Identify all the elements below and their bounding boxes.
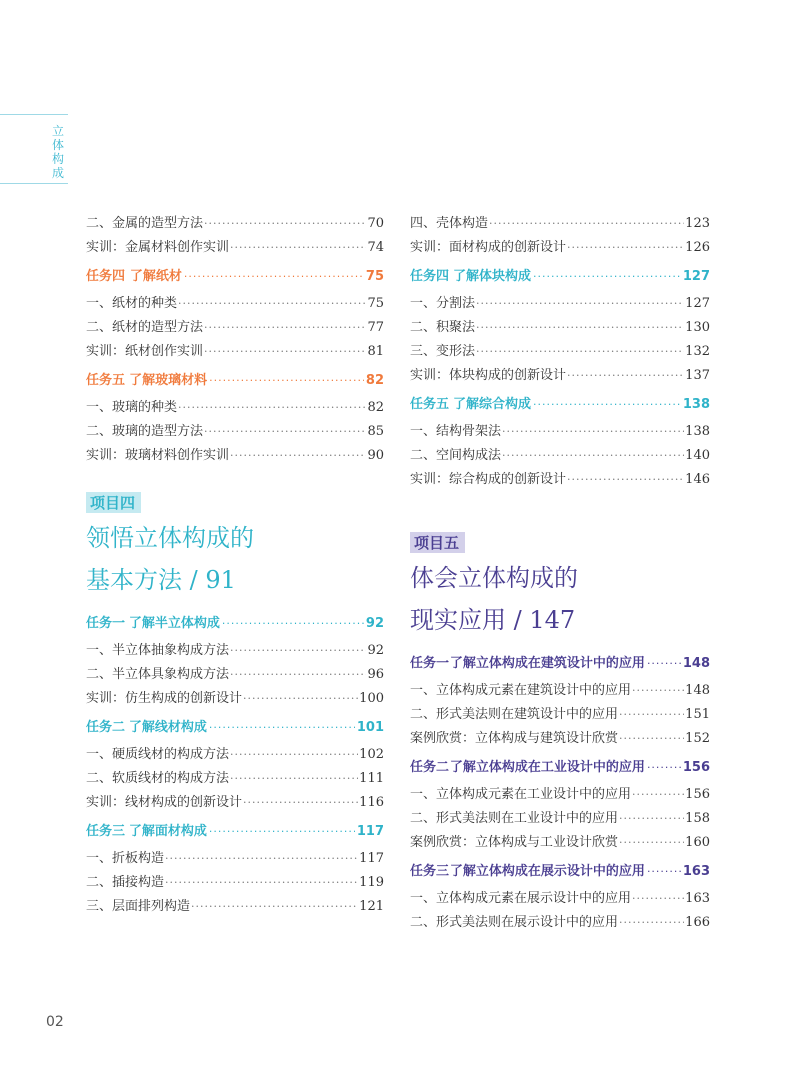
toc-entry[interactable] — [86, 236, 384, 260]
toc-left-column — [86, 212, 384, 919]
task-page: 117 — [356, 824, 384, 839]
leader-dots — [632, 887, 684, 911]
entry-title: 二、形式美法则在展示设计中的应用 — [410, 915, 619, 930]
leader-dots — [476, 292, 684, 316]
toc-right-column — [410, 212, 710, 935]
toc-entry[interactable] — [410, 807, 710, 831]
entry-title: 二、空间构成法 — [410, 448, 502, 463]
leader-dots — [204, 420, 366, 444]
entry-page: 123 — [685, 216, 710, 231]
task-heading[interactable] — [410, 262, 710, 292]
entry-page: 158 — [685, 811, 710, 826]
task-heading[interactable] — [86, 366, 384, 396]
entry-title: 四、壳体构造 — [410, 216, 489, 231]
leader-dots — [632, 783, 684, 807]
leader-dots — [209, 817, 355, 847]
task-number: 任务四 — [86, 269, 126, 284]
toc-entry[interactable] — [86, 743, 384, 767]
toc-entry[interactable] — [86, 340, 384, 364]
task-number: 任务一 — [86, 616, 126, 631]
entry-page: 85 — [367, 424, 384, 439]
entry-page: 119 — [359, 875, 384, 890]
task-subtitle: 了解体块构成 — [452, 269, 531, 284]
toc-entry[interactable] — [86, 292, 384, 316]
project-title-line2: 基本方法 / 91 — [86, 566, 236, 594]
task-subtitle: 了解立体构成在工业设计中的应用 — [449, 760, 645, 775]
leader-dots — [619, 703, 684, 727]
leader-dots — [567, 236, 684, 260]
task-number: 任务一 — [410, 656, 450, 671]
task-subtitle: 了解面材构成 — [128, 824, 207, 839]
leader-dots — [567, 364, 684, 388]
leader-dots — [230, 767, 358, 791]
project-heading[interactable] — [86, 492, 384, 601]
leader-dots — [191, 895, 358, 919]
entry-title: 三、变形法 — [410, 344, 476, 359]
entry-title: 实训：玻璃材料创作实训 — [86, 448, 230, 463]
toc-entry[interactable] — [410, 911, 710, 935]
project-label: 项目五 — [410, 532, 465, 553]
leader-dots — [619, 727, 684, 751]
entry-page: 140 — [685, 448, 710, 463]
task-number: 任务五 — [410, 397, 450, 412]
toc-entry[interactable] — [86, 420, 384, 444]
task-subtitle: 了解纸材 — [129, 269, 182, 284]
leader-dots — [502, 420, 684, 444]
entry-page: 92 — [367, 643, 384, 658]
toc-entry[interactable] — [410, 887, 710, 911]
entry-title: 实训：面材构成的创新设计 — [410, 240, 567, 255]
entry-page: 96 — [367, 667, 384, 682]
toc-entry[interactable] — [410, 292, 710, 316]
entry-page: 127 — [685, 296, 710, 311]
toc-entry[interactable] — [86, 847, 384, 871]
leader-dots — [647, 753, 681, 783]
leader-dots — [619, 831, 684, 855]
toc-entry[interactable] — [86, 212, 384, 236]
entry-title: 一、分割法 — [410, 296, 476, 311]
leader-dots — [243, 687, 358, 711]
toc-entry[interactable] — [410, 831, 710, 855]
toc-entry[interactable] — [86, 316, 384, 340]
task-page: 156 — [682, 760, 710, 775]
entry-title: 二、积聚法 — [410, 320, 476, 335]
leader-dots — [647, 649, 681, 679]
side-chapter-tab — [0, 114, 68, 184]
entry-title: 一、结构骨架法 — [410, 424, 502, 439]
task-subtitle: 了解立体构成在展示设计中的应用 — [449, 864, 645, 879]
task-number: 任务二 — [410, 760, 450, 775]
toc-entry[interactable] — [410, 236, 710, 260]
leader-dots — [204, 316, 366, 340]
entry-title: 一、立体构成元素在建筑设计中的应用 — [410, 683, 632, 698]
page-number: 02 — [46, 1014, 64, 1030]
task-page: 92 — [365, 616, 384, 631]
leader-dots — [204, 340, 366, 364]
toc-entry[interactable] — [410, 420, 710, 444]
side-tab-label: 立体构成 — [51, 124, 64, 180]
entry-title: 三、层面排列构造 — [86, 899, 191, 914]
leader-dots — [230, 236, 366, 260]
task-number: 任务四 — [410, 269, 450, 284]
entry-title: 二、形式美法则在建筑设计中的应用 — [410, 707, 619, 722]
leader-dots — [204, 212, 366, 236]
leader-dots — [184, 262, 364, 292]
task-heading[interactable] — [410, 649, 710, 679]
entry-title: 一、立体构成元素在展示设计中的应用 — [410, 891, 632, 906]
task-number: 任务三 — [86, 824, 126, 839]
leader-dots — [165, 847, 358, 871]
leader-dots — [209, 713, 355, 743]
entry-page: 75 — [367, 296, 384, 311]
entry-title: 案例欣赏：立体构成与建筑设计欣赏 — [410, 731, 619, 746]
entry-page: 130 — [685, 320, 710, 335]
toc-entry[interactable] — [410, 212, 710, 236]
entry-page: 146 — [685, 472, 710, 487]
entry-page: 137 — [685, 368, 710, 383]
entry-title: 二、金属的造型方法 — [86, 216, 204, 231]
leader-dots — [647, 857, 681, 887]
leader-dots — [476, 316, 684, 340]
task-subtitle: 了解半立体构成 — [128, 616, 220, 631]
toc-entry[interactable] — [410, 340, 710, 364]
leader-dots — [567, 468, 684, 492]
entry-title: 一、玻璃的种类 — [86, 400, 178, 415]
task-page: 163 — [682, 864, 710, 879]
task-page: 101 — [356, 720, 384, 735]
task-heading[interactable] — [410, 753, 710, 783]
entry-page: 138 — [685, 424, 710, 439]
task-page: 75 — [365, 269, 384, 284]
task-heading[interactable] — [86, 817, 384, 847]
task-number: 任务三 — [410, 864, 450, 879]
task-page: 148 — [682, 656, 710, 671]
leader-dots — [209, 366, 364, 396]
entry-title: 一、纸材的种类 — [86, 296, 178, 311]
toc-entry[interactable] — [86, 791, 384, 815]
entry-title: 实训：综合构成的创新设计 — [410, 472, 567, 487]
task-heading[interactable] — [86, 262, 384, 292]
task-page: 127 — [682, 269, 710, 284]
leader-dots — [632, 679, 684, 703]
leader-dots — [230, 444, 366, 468]
entry-page: 152 — [685, 731, 710, 746]
leader-dots — [178, 396, 366, 420]
toc-entry[interactable] — [86, 687, 384, 711]
entry-title: 一、折板构造 — [86, 851, 165, 866]
task-heading[interactable] — [86, 713, 384, 743]
entry-title: 实训：金属材料创作实训 — [86, 240, 230, 255]
toc-entry[interactable] — [410, 316, 710, 340]
entry-page: 126 — [685, 240, 710, 255]
leader-dots — [230, 639, 366, 663]
leader-dots — [165, 871, 358, 895]
toc-entry[interactable] — [86, 396, 384, 420]
toc-entry[interactable] — [86, 663, 384, 687]
task-heading[interactable] — [86, 609, 384, 639]
leader-dots — [533, 390, 681, 420]
entry-page: 70 — [367, 216, 384, 231]
entry-page: 156 — [685, 787, 710, 802]
leader-dots — [489, 212, 684, 236]
leader-dots — [243, 791, 358, 815]
project-title-line2: 现实应用 / 147 — [410, 606, 576, 634]
leader-dots — [222, 609, 364, 639]
entry-title: 二、软质线材的构成方法 — [86, 771, 230, 786]
leader-dots — [178, 292, 366, 316]
toc-entry[interactable] — [86, 895, 384, 919]
toc-entry[interactable] — [410, 468, 710, 492]
task-subtitle: 了解线材构成 — [128, 720, 207, 735]
entry-title: 二、形式美法则在工业设计中的应用 — [410, 811, 619, 826]
project-title-line1: 领悟立体构成的 — [86, 524, 254, 552]
entry-page: 111 — [359, 771, 384, 786]
task-page: 138 — [682, 397, 710, 412]
entry-page: 166 — [685, 915, 710, 930]
entry-page: 77 — [367, 320, 384, 335]
toc-entry[interactable] — [86, 871, 384, 895]
leader-dots — [533, 262, 681, 292]
project-label: 项目四 — [86, 492, 141, 513]
toc-entry[interactable] — [86, 767, 384, 791]
entry-title: 二、纸材的造型方法 — [86, 320, 204, 335]
entry-title: 一、半立体抽象构成方法 — [86, 643, 230, 658]
entry-title: 二、玻璃的造型方法 — [86, 424, 204, 439]
task-subtitle: 了解综合构成 — [452, 397, 531, 412]
leader-dots — [619, 911, 684, 935]
entry-title: 二、插接构造 — [86, 875, 165, 890]
toc-entry[interactable] — [86, 639, 384, 663]
entry-page: 100 — [359, 691, 384, 706]
entry-page: 121 — [359, 899, 384, 914]
leader-dots — [476, 340, 684, 364]
task-subtitle: 了解玻璃材料 — [129, 373, 208, 388]
entry-title: 实训：线材构成的创新设计 — [86, 795, 243, 810]
leader-dots — [502, 444, 684, 468]
toc-entry[interactable] — [410, 444, 710, 468]
project-heading[interactable] — [410, 532, 710, 641]
task-subtitle: 了解立体构成在建筑设计中的应用 — [449, 656, 645, 671]
entry-page: 160 — [685, 835, 710, 850]
entry-page: 82 — [367, 400, 384, 415]
entry-page: 148 — [685, 683, 710, 698]
leader-dots — [619, 807, 684, 831]
entry-page: 132 — [685, 344, 710, 359]
entry-title: 一、立体构成元素在工业设计中的应用 — [410, 787, 632, 802]
entry-page: 116 — [359, 795, 384, 810]
entry-page: 117 — [359, 851, 384, 866]
leader-dots — [230, 663, 366, 687]
toc-entry[interactable] — [410, 727, 710, 751]
task-page: 82 — [365, 373, 384, 388]
entry-title: 一、硬质线材的构成方法 — [86, 747, 230, 762]
toc-entry[interactable] — [410, 364, 710, 388]
task-number: 任务五 — [86, 373, 126, 388]
project-title-line1: 体会立体构成的 — [410, 564, 578, 592]
task-number: 任务二 — [86, 720, 126, 735]
entry-title: 案例欣赏：立体构成与工业设计欣赏 — [410, 835, 619, 850]
toc-entry[interactable] — [86, 444, 384, 468]
entry-page: 81 — [367, 344, 384, 359]
toc-entry[interactable] — [410, 783, 710, 807]
task-heading[interactable] — [410, 390, 710, 420]
entry-page: 90 — [367, 448, 384, 463]
entry-title: 实训：体块构成的创新设计 — [410, 368, 567, 383]
task-heading[interactable] — [410, 857, 710, 887]
entry-page: 102 — [359, 747, 384, 762]
toc-entry[interactable] — [410, 703, 710, 727]
entry-title: 实训：纸材创作实训 — [86, 344, 204, 359]
entry-page: 151 — [685, 707, 710, 722]
entry-title: 二、半立体具象构成方法 — [86, 667, 230, 682]
entry-page: 74 — [367, 240, 384, 255]
toc-entry[interactable] — [410, 679, 710, 703]
leader-dots — [230, 743, 358, 767]
entry-title: 实训：仿生构成的创新设计 — [86, 691, 243, 706]
entry-page: 163 — [685, 891, 710, 906]
